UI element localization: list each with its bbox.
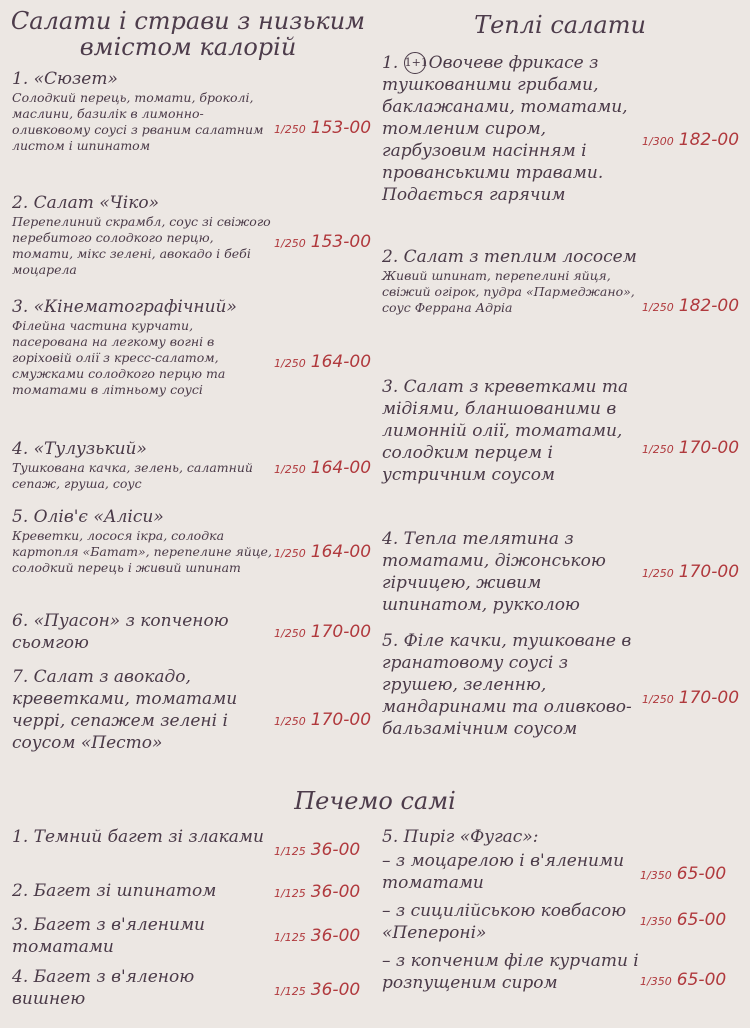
item-name: 1. «Сюзет» bbox=[12, 69, 118, 89]
price-bake-4 bbox=[274, 980, 360, 1000]
price-low-cal-1 bbox=[274, 118, 371, 138]
price-low-cal-4 bbox=[274, 458, 371, 478]
price-warm-2 bbox=[642, 296, 739, 316]
item-desc: Солодкий перець, томати, броколі, маслини, базилік в лимонно-оливковому соусі з рваним салатним листом і шпинатом bbox=[12, 90, 264, 153]
price-value: 170-00 bbox=[678, 688, 740, 708]
bake-item-4 bbox=[12, 966, 267, 1010]
weight: 1/125 bbox=[274, 931, 306, 944]
warm-item-5 bbox=[382, 630, 640, 740]
price-value: 36-00 bbox=[310, 980, 361, 1000]
price-value: 153-00 bbox=[310, 118, 372, 138]
weight: 1/250 bbox=[642, 693, 674, 706]
price-value: 170-00 bbox=[678, 438, 740, 458]
weight: 1/250 bbox=[642, 443, 674, 456]
item-name: 4. Багет з в'яленою вишнею bbox=[12, 967, 195, 1009]
weight: 1/350 bbox=[640, 915, 672, 928]
item-name: 3. «Кінематографічний» bbox=[12, 297, 237, 317]
item-name: – з моцарелою і в'яленими томатами bbox=[382, 851, 625, 893]
low-cal-item-3 bbox=[12, 296, 272, 398]
low-cal-title-line2: вмістом калорій bbox=[79, 33, 297, 61]
weight: 1/250 bbox=[642, 567, 674, 580]
pie-item-2 bbox=[382, 900, 640, 944]
item-name: 2. Салат «Чіко» bbox=[12, 193, 160, 213]
price-warm-3 bbox=[642, 438, 739, 458]
item-name: – з копченим філе курчати і розпущеним сиром bbox=[382, 951, 639, 993]
item-name: 5. Філе качки, тушковане в гранатовому соусі з грушею, зеленню, мандаринами та оливково-бальзамічним соусом bbox=[382, 631, 632, 739]
price-value: 65-00 bbox=[676, 910, 727, 930]
bake-item-3 bbox=[12, 914, 267, 958]
price-low-cal-3 bbox=[274, 352, 371, 372]
item-number: 1. bbox=[382, 53, 399, 73]
price-value: 65-00 bbox=[676, 970, 727, 990]
item-desc: Креветки, лосося ікра, солодка картопля «Батат», перепелине яйце, солодкий перець і живий шпинат bbox=[12, 528, 272, 575]
weight: 1/350 bbox=[640, 869, 672, 882]
price-value: 164-00 bbox=[310, 542, 372, 562]
item-name: 5. Олів'є «Аліси» bbox=[12, 507, 164, 527]
weight: 1/125 bbox=[274, 845, 306, 858]
item-name: 7. Салат з авокадо, креветками, томатами черрі, сепажем зелені і соусом «Песто» bbox=[12, 667, 238, 753]
item-name: 4. «Тулузький» bbox=[12, 439, 147, 459]
item-name: 2. Багет зі шпинатом bbox=[12, 881, 217, 901]
warm-salads-title: Теплі салати bbox=[474, 11, 646, 39]
weight: 1/250 bbox=[274, 715, 306, 728]
warm-item-3 bbox=[382, 376, 640, 486]
price-pie-1 bbox=[640, 864, 726, 884]
price-low-cal-6 bbox=[274, 622, 371, 642]
item-name bbox=[382, 52, 640, 206]
price-value: 170-00 bbox=[310, 710, 372, 730]
price-bake-1 bbox=[274, 840, 360, 860]
weight: 1/250 bbox=[642, 301, 674, 314]
weight: 1/250 bbox=[274, 357, 306, 370]
price-low-cal-5 bbox=[274, 542, 371, 562]
low-cal-item-4 bbox=[12, 438, 272, 492]
one-plus-one-badge: 1+1 bbox=[404, 52, 426, 74]
weight: 1/125 bbox=[274, 985, 306, 998]
item-name: 6. «Пуасон» з копченою сьомгою bbox=[12, 611, 229, 653]
price-pie-2 bbox=[640, 910, 726, 930]
price-value: 36-00 bbox=[310, 840, 361, 860]
pie-item-1 bbox=[382, 850, 640, 894]
price-warm-5 bbox=[642, 688, 739, 708]
item-name: – з сицилійською ковбасою «Пепероні» bbox=[382, 901, 627, 943]
price-value: 182-00 bbox=[678, 296, 740, 316]
price-value: 153-00 bbox=[310, 232, 372, 252]
warm-item-4 bbox=[382, 528, 640, 616]
item-name: 3. Багет з в'яленими томатами bbox=[12, 915, 206, 957]
pie-item-3 bbox=[382, 950, 640, 994]
weight: 1/300 bbox=[642, 135, 674, 148]
item-name-text: Овочеве фрикасе з тушкованими грибами, баклажанами, томатами, томленим сиром, гарбузовим насінням і прованськими травами. Подається гарячим bbox=[382, 53, 628, 205]
bake-item-2 bbox=[12, 880, 274, 902]
price-value: 170-00 bbox=[678, 562, 740, 582]
price-bake-3 bbox=[274, 926, 360, 946]
weight: 1/250 bbox=[274, 547, 306, 560]
weight: 1/125 bbox=[274, 887, 306, 900]
price-value: 36-00 bbox=[310, 882, 361, 902]
price-value: 164-00 bbox=[310, 352, 372, 372]
price-value: 170-00 bbox=[310, 622, 372, 642]
weight: 1/250 bbox=[274, 463, 306, 476]
low-cal-item-2 bbox=[12, 192, 272, 278]
item-desc: Живий шпинат, перепелині яйця, свіжий огірок, пудра «Пармеджано», соус Феррана Адріа bbox=[382, 268, 635, 315]
low-cal-item-7 bbox=[12, 666, 272, 754]
price-value: 36-00 bbox=[310, 926, 361, 946]
weight: 1/350 bbox=[640, 975, 672, 988]
pie-title bbox=[382, 826, 640, 848]
low-cal-item-5 bbox=[12, 506, 272, 576]
item-name: 4. Тепла телятина з томатами, діжонською гірчицею, живим шпинатом, рукколою bbox=[382, 529, 606, 615]
item-desc: Перепелиний скрамбл, соус зі свіжого перебитого солодкого перцю, томати, мікс зелені, авокадо і бебі моцарела bbox=[12, 214, 271, 277]
price-warm-4 bbox=[642, 562, 739, 582]
low-cal-title bbox=[8, 8, 368, 60]
low-cal-item-6 bbox=[12, 610, 272, 654]
price-low-cal-7 bbox=[274, 710, 371, 730]
weight: 1/250 bbox=[274, 627, 306, 640]
weight: 1/250 bbox=[274, 237, 306, 250]
price-bake-2 bbox=[274, 882, 360, 902]
item-desc: Тушкована качка, зелень, салатний сепаж, груша, соус bbox=[12, 460, 253, 491]
price-pie-3 bbox=[640, 970, 726, 990]
item-desc: Філейна частина курчати, пасерована на легкому вогні в горіховій олії з кресс-салатом, смужками солодкого перцю та томатами в літньому соусі bbox=[12, 318, 226, 397]
item-name: 1. Темний багет зі злаками bbox=[12, 827, 264, 847]
warm-item-2 bbox=[382, 246, 640, 316]
item-name: 3. Салат з креветками та мідіями, бланшованими в лимонній олії, томатами, солодким перцем і устричним соусом bbox=[382, 377, 629, 485]
item-name: 5. Пиріг «Фугас»: bbox=[382, 827, 539, 847]
item-name: 2. Салат з теплим лососем bbox=[382, 247, 637, 267]
bakery-title: Печемо самі bbox=[294, 787, 456, 815]
warm-item-1 bbox=[382, 52, 640, 206]
price-value: 182-00 bbox=[678, 130, 740, 150]
bake-item-1 bbox=[12, 826, 267, 848]
price-value: 65-00 bbox=[676, 864, 727, 884]
weight: 1/250 bbox=[274, 123, 306, 136]
price-warm-1 bbox=[642, 130, 739, 150]
low-cal-title-line1: Салати і страви з низьким bbox=[10, 7, 366, 35]
low-cal-item-1 bbox=[12, 68, 272, 154]
price-low-cal-2 bbox=[274, 232, 371, 252]
price-value: 164-00 bbox=[310, 458, 372, 478]
